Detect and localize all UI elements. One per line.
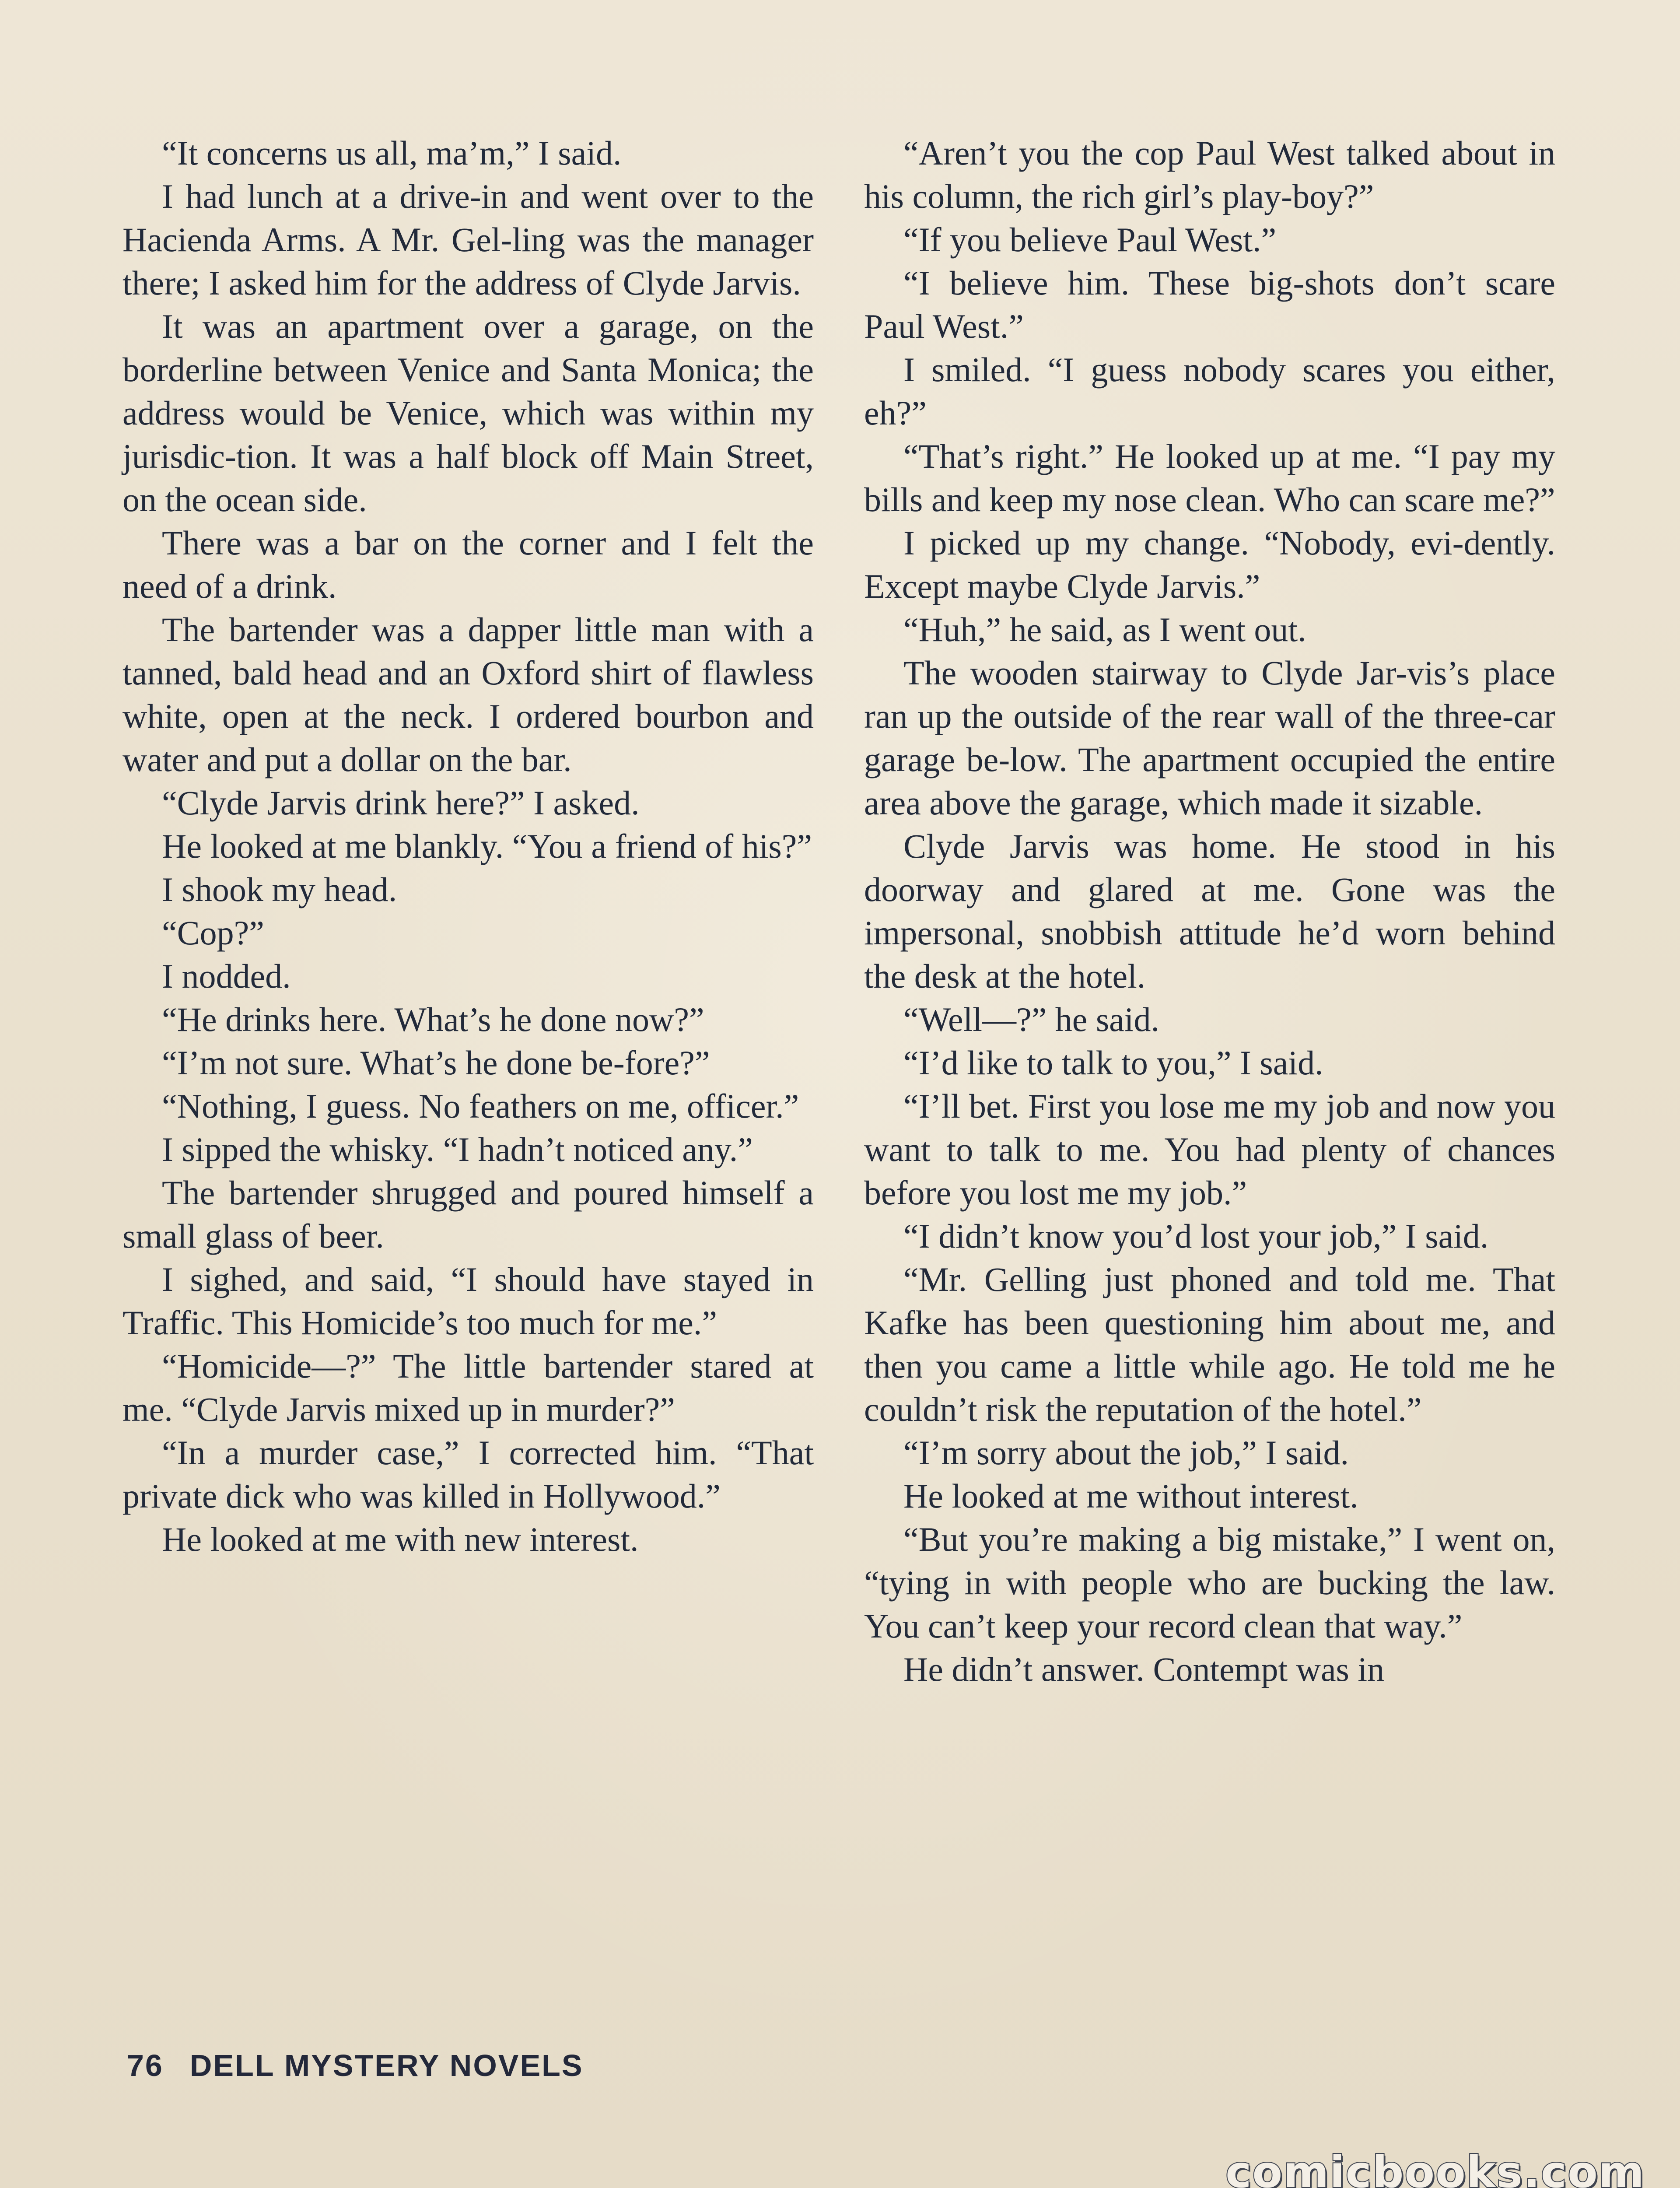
- paragraph: I picked up my change. “Nobody, evi-dently. Except maybe Clyde Jarvis.”: [864, 524, 1555, 605]
- right-text-column: [864, 131, 1555, 1691]
- paragraph: He looked at me without interest.: [903, 1477, 1358, 1515]
- paragraph: “Huh,” he said, as I went out.: [903, 610, 1306, 649]
- paragraph: He looked at me with new interest.: [162, 1520, 639, 1558]
- paragraph: I smiled. “I guess nobody scares you either, eh?”: [864, 351, 1555, 432]
- left-text-column: [122, 131, 814, 1561]
- paragraph: The wooden stairway to Clyde Jar-vis’s place ran up the outside of the rear wall of the three-car garage be-low. The apartment occupied the entire area above the garage, which made it sizable.: [864, 654, 1555, 822]
- paragraph: I shook my head.: [162, 870, 397, 908]
- paragraph: The bartender was a dapper little man with a tanned, bald head and an Oxford shirt of flawless white, open at the neck. I ordered bourbon and water and put a dollar on the bar.: [122, 610, 814, 778]
- page-footer: [127, 2048, 584, 2083]
- paragraph: “Cop?”: [162, 914, 264, 952]
- paragraph: “I’m not sure. What’s he done be-fore?”: [162, 1044, 710, 1082]
- paragraph: “Mr. Gelling just phoned and told me. That Kafke has been questioning him about me, and then you came a little while ago. He told me he couldn’t risk the reputation of the hotel.”: [864, 1260, 1555, 1428]
- paragraph: “I’d like to talk to you,” I said.: [903, 1044, 1323, 1082]
- paragraph: The bartender shrugged and poured himself a small glass of beer.: [122, 1174, 814, 1255]
- paragraph: Clyde Jarvis was home. He stood in his doorway and glared at me. Gone was the impersonal, snobbish attitude he’d worn behind the desk at the hotel.: [864, 827, 1555, 995]
- watermark-text: comicbooks.com: [1225, 2146, 1645, 2188]
- paragraph: I had lunch at a drive-in and went over to the Hacienda Arms. A Mr. Gel-ling was the manager there; I asked him for the address of Clyde Jarvis.: [122, 177, 814, 302]
- paragraph: It was an apartment over a garage, on the borderline between Venice and Santa Monica; the address would be Venice, which was within my jurisdic-tion. It was a half block off Main Street, on the ocean side.: [122, 307, 814, 519]
- paragraph: “I believe him. These big-shots don’t scare Paul West.”: [864, 264, 1555, 345]
- paragraph: “Clyde Jarvis drink here?” I asked.: [162, 784, 640, 822]
- paragraph: He didn’t answer. Contempt was in: [903, 1650, 1385, 1688]
- paragraph: I sipped the whisky. “I hadn’t noticed any.”: [162, 1130, 753, 1168]
- paragraph: “I’m sorry about the job,” I said.: [903, 1434, 1349, 1472]
- paragraph: “Aren’t you the cop Paul West talked about in his column, the rich girl’s play-boy?”: [864, 134, 1555, 215]
- publication-title: DELL MYSTERY NOVELS: [189, 2048, 584, 2083]
- paragraph: “But you’re making a big mistake,” I went on, “tying in with people who are bucking the law. You can’t keep your record clean that way.”: [864, 1520, 1555, 1645]
- paragraph: “Homicide—?” The little bartender stared at me. “Clyde Jarvis mixed up in murder?”: [122, 1347, 814, 1428]
- paragraph: “It concerns us all, ma’m,” I said.: [162, 134, 622, 172]
- paragraph: “In a murder case,” I corrected him. “That private dick who was killed in Hollywood.”: [122, 1434, 814, 1515]
- page-number: 76: [127, 2048, 164, 2083]
- paragraph: There was a bar on the corner and I felt the need of a drink.: [122, 524, 814, 605]
- paragraph: “I didn’t know you’d lost your job,” I said.: [903, 1217, 1489, 1255]
- paragraph: I nodded.: [162, 957, 291, 995]
- paragraph: “Nothing, I guess. No feathers on me, officer.”: [162, 1087, 799, 1125]
- paragraph: “Well—?” he said.: [903, 1000, 1159, 1038]
- paragraph: He looked at me blankly. “You a friend of his?”: [162, 827, 812, 865]
- paragraph: “If you believe Paul West.”: [903, 221, 1277, 259]
- paragraph: “I’ll bet. First you lose me my job and now you want to talk to me. You had plenty of chances before you lost me my job.”: [864, 1087, 1555, 1212]
- paragraph: “That’s right.” He looked up at me. “I pay my bills and keep my nose clean. Who can scare me?”: [864, 437, 1555, 519]
- paragraph: I sighed, and said, “I should have stayed in Traffic. This Homicide’s too much for me.”: [122, 1260, 814, 1342]
- paragraph: “He drinks here. What’s he done now?”: [162, 1000, 704, 1038]
